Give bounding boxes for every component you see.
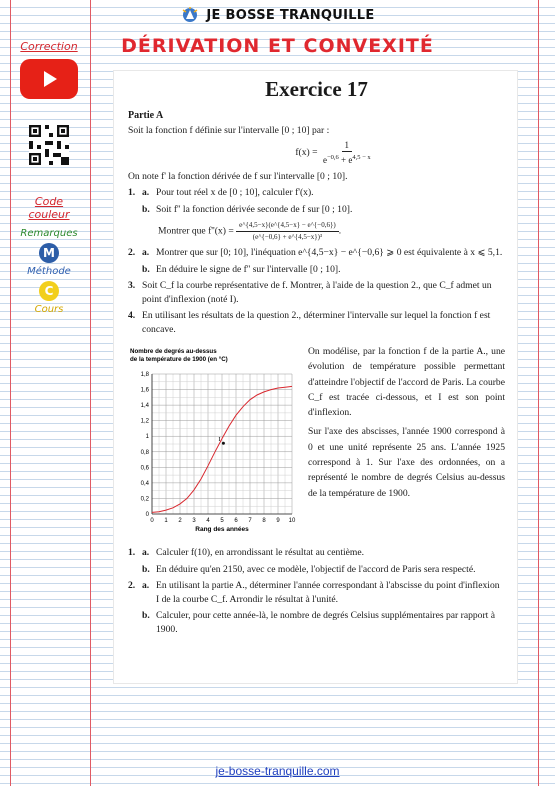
fx-left: f(x) = [295,146,318,158]
x-tick-label: 6 [234,518,238,524]
y-tick-label: 0 [145,512,149,518]
second-derivative-formula: Montrer que f''(x) = $\frac{e\^{}\{4,5-x\}(e\^{}\{4,5-x\} - e\^{}\{-0,6\})}{\text{(e\textasciicircum{}\{−0,6\} + e\textasciicircum{}\{4,5−x\})³}}$ . [158,221,342,241]
fx-fraction [320,140,374,166]
question-b1b: b. En déduire qu'en 2150, avec ce modèle, l'objectif de l'accord de Paris sera respecté. [142,563,476,575]
code-couleur-label: Code couleur [28,195,70,221]
footer-link[interactable]: je-bosse-tranquille.com [215,764,340,778]
exercise-card [113,70,518,684]
remarques-label: Remarques [20,228,78,239]
partie-a-heading: Partie A [128,109,164,121]
temperature-chart [128,344,300,538]
fx-formula [164,140,505,166]
partie-b-paragraph-1: On modélise, par la fonction f de la partie A., une évolution de température possible permettant d'atteindre l'objectif de l'accord de Paris. La courbe C_f est tracée ci-dessous, et I est son point d'inflexion. [308,346,505,419]
question-b2a: 2. a. En utilisant la partie A., déterminer l'année correspondant à l'abscisse du point d'inflexion I de la courbe C_f. Arrondir le résultat à l'unité. [128,580,500,605]
y-tick-label: 1,4 [140,403,149,410]
x-tick-label: 0 [150,518,154,524]
question-b1a: 1. a. Calculer f(10), en arrondissant le résultat au centième. [128,547,365,558]
methode-icon: M [39,243,59,263]
x-tick-label: 10 [288,518,296,524]
question-4: 4. En utilisant les résultats de la question 2., déterminer l'intervalle sur lequel la fonction f est concave. [128,310,491,335]
x-tick-label: 2 [178,518,182,524]
x-tick-label: 8 [262,518,266,524]
partie-b-paragraph-2: Sur l'axe des abscisses, l'année 1900 correspond à 0 et une unité représente 25 ans. L'année 1925 correspond à 1. Sur l'axe des ordonnées, on a représenté le nombre de degrés Celsius au-dessus de la température de 1900. [308,426,505,499]
y-tick-label: 1,8 [140,372,149,378]
partie-b-text [300,344,505,538]
margin-line-right [538,0,539,786]
chart-row [128,344,505,538]
x-axis-label: Rang des années [195,526,249,533]
x-tick-label: 5 [220,518,224,524]
margin-line-left-1 [10,0,11,786]
methode-label: Méthode [27,266,71,277]
x-tick-label: 7 [248,518,252,524]
question-2a: 2. a. Montrer que sur [0; 10], l'inéquation e^{4,5−x} − e^{−0,6} ⩾ 0 est équivalente à x ⩽ 5,1. [128,247,503,258]
chart-title-line-2: de la température de 1900 (en °C) [130,356,228,363]
chart-svg [128,344,300,538]
y-tick-label: 0,8 [140,449,149,456]
inflection-point [222,442,225,445]
cours-icon: C [39,281,59,301]
y-tick-label: 0,2 [140,496,149,503]
chart-title-line-1: Nombre de degrés au-dessus [130,348,217,355]
note-text: On note f' la fonction dérivée de f sur l'intervalle [0 ; 10]. [128,170,348,182]
correction-label: Correction [20,40,78,53]
header [0,4,555,26]
question-1b: b. Soit f'' la fonction dérivée seconde de f sur [0 ; 10]. [142,203,353,215]
y-tick-label: 0,6 [140,465,149,472]
sidebar [14,40,84,315]
intro-text: Soit la fonction f définie sur l'intervalle [0 ; 10] par : [128,125,330,136]
x-tick-label: 9 [276,518,280,524]
fx-numerator: 1 [342,140,353,152]
y-tick-label: 1 [145,434,149,441]
question-b2b: b. Calculer, pour cette année-là, le nombre de degrés Celsius supplémentaires par rapport à 1900. [142,610,495,635]
inflection-label: I [218,436,221,444]
exercise-title: Exercice 17 [265,77,368,101]
brand-name: JE BOSSE TRANQUILLE [206,7,375,23]
question-3: 3. Soit C_f la courbe représentative de f. Montrer, à l'aide de la question 2., que C_f admet un point d'inflexion (noté I). [128,280,492,305]
logo-icon [180,6,200,24]
question-1a: 1. a. Pour tout réel x de [0 ; 10], calculer f'(x). [128,187,314,198]
question-2b: b. En déduire le signe de f'' sur l'intervalle [0 ; 10]. [142,263,341,275]
fx-denominator: $e^{-0,6} + e^{4,5 - x}$ [322,153,371,165]
cours-label: Cours [34,304,64,315]
margin-line-left-2 [90,0,91,786]
page-title: DÉRIVATION ET CONVEXITÉ [121,35,434,57]
x-tick-label: 3 [192,518,196,524]
qr-code-icon[interactable] [29,125,69,165]
y-tick-label: 0,4 [140,480,149,487]
play-icon [38,68,60,90]
y-tick-label: 1,6 [140,387,149,394]
y-tick-label: 1,2 [140,418,149,425]
x-tick-label: 1 [164,518,168,524]
x-tick-label: 4 [206,518,210,524]
youtube-play-button[interactable] [20,59,78,99]
